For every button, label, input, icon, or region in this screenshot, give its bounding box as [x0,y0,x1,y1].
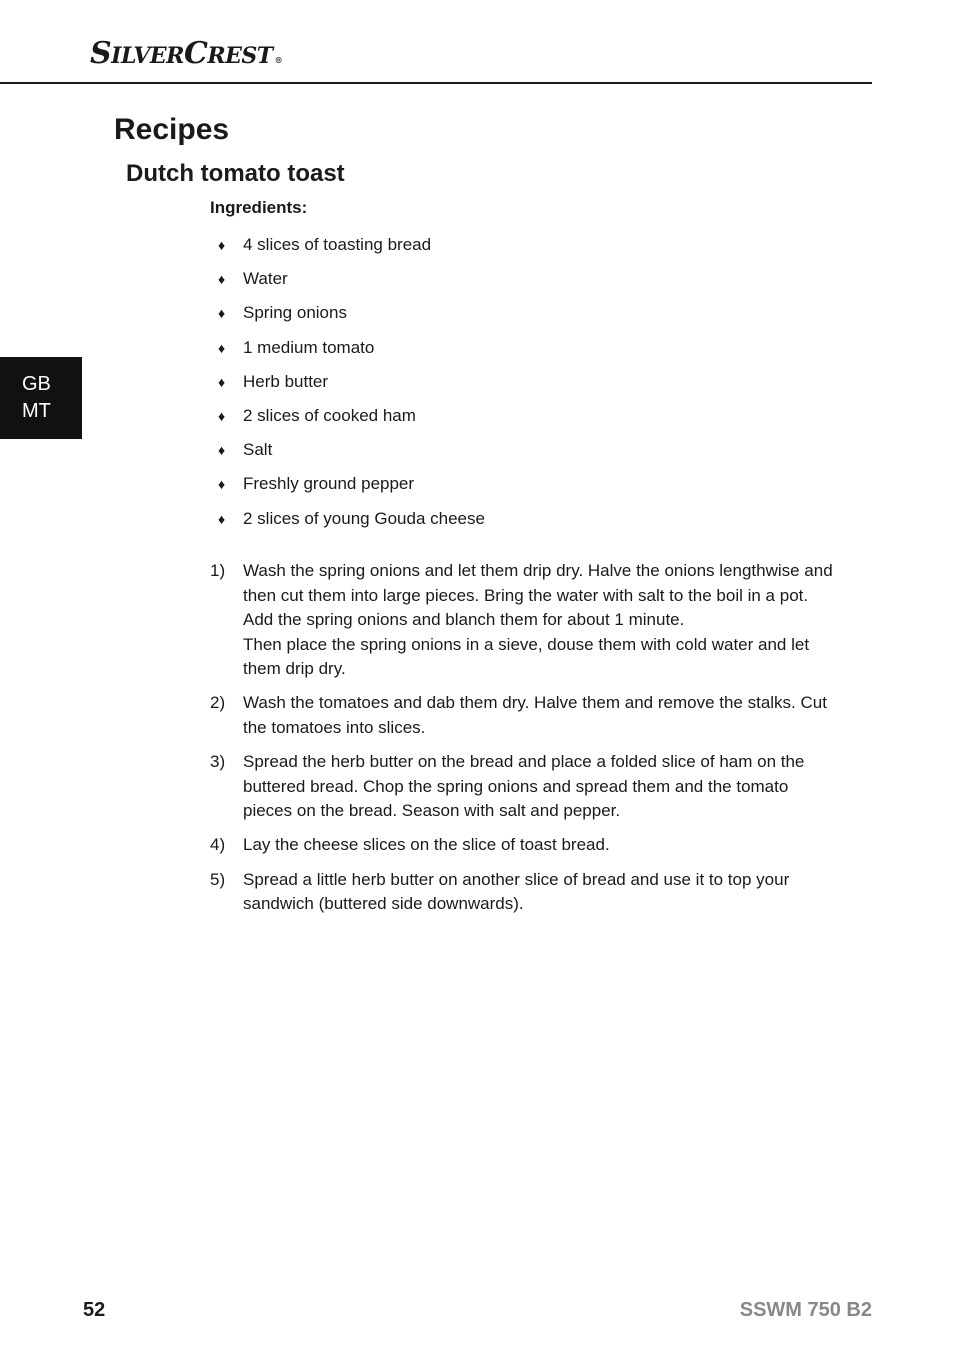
brand-logo-c: C [183,36,208,71]
ingredient-item [218,506,485,540]
step-number: 4) [210,835,226,855]
ingredient-text: Salt [243,440,273,460]
language-tab [0,357,82,439]
brand-logo-s: S [90,36,112,71]
ingredient-text: 1 medium tomato [243,337,375,357]
ingredient-text: 4 slices of toasting bread [243,235,432,254]
step-text: Wash the tomatoes and dab them dry. Halve them and remove the stalks. Cut the tomatoes into slices. [243,693,827,738]
instruction-steps [210,559,835,926]
diamond-bullet-icon: ♦ [218,339,226,356]
ingredient-item [218,335,485,369]
brand-logo-ilver: ILVER [111,43,184,69]
diamond-bullet-icon: ♦ [218,373,226,390]
ingredient-text: Water [243,269,288,289]
ingredient-text: Herb butter [243,371,329,391]
ingredient-item [218,266,485,300]
step-number: 1) [210,561,226,580]
step-text: Spread a little herb butter on another slice of bread and use it to top your sandwich (buttered side downwards). [243,869,790,914]
diamond-bullet-icon: ♦ [218,442,226,459]
instruction-step [210,691,835,740]
ingredient-item [218,232,485,266]
registered-mark: ® [274,55,283,65]
recipe-title: Dutch tomato toast [126,160,345,187]
step-text: Spread the herb butter on the bread and place a folded slice of ham on the buttered bread. Chop the spring onions and spread them and the tomato pieces on the bread. Season with salt and pepper. [243,752,805,821]
page-title: Recipes [114,113,230,146]
header-divider [0,82,872,84]
step-number: 3) [210,752,226,772]
language-code-mt: MT [22,400,51,422]
instruction-step [210,833,835,858]
ingredients-label: Ingredients: [210,198,308,217]
diamond-bullet-icon: ♦ [218,305,226,322]
ingredient-text: 2 slices of young Gouda cheese [243,508,485,528]
diamond-bullet-icon: ♦ [218,407,226,424]
brand-logo [90,36,282,74]
brand-logo-rest: REST [207,43,273,69]
step-number: 5) [210,869,226,889]
page-number: 52 [83,1299,106,1321]
step-number: 2) [210,693,226,713]
ingredient-text: Freshly ground pepper [243,474,415,494]
step-text: Lay the cheese slices on the slice of toast bread. [243,835,610,855]
instruction-step [210,868,835,917]
language-code-gb: GB [22,373,51,395]
ingredient-item [218,300,485,334]
model-number: SSWM 750 B2 [739,1299,872,1321]
ingredient-text: 2 slices of cooked ham [243,405,416,425]
instruction-step [210,750,835,824]
ingredient-item [218,403,485,437]
diamond-bullet-icon: ♦ [218,271,226,288]
step-text: Wash the spring onions and let them drip dry. Halve the onions lengthwise and then cut them into large pieces. Bring the water with salt to the boil in a pot. Add the spring onions and blanch them for about 1 minute. Then place the spring onions in a sieve, douse them with cold water and let them drip dry. [243,561,833,679]
ingredient-item [218,437,485,471]
ingredient-text: Spring onions [243,303,347,323]
diamond-bullet-icon: ♦ [218,237,226,253]
ingredient-item [218,369,485,403]
ingredient-item [218,471,485,505]
diamond-bullet-icon: ♦ [218,510,226,527]
diamond-bullet-icon: ♦ [218,476,226,493]
instruction-step [210,559,835,682]
ingredient-list [218,232,485,540]
